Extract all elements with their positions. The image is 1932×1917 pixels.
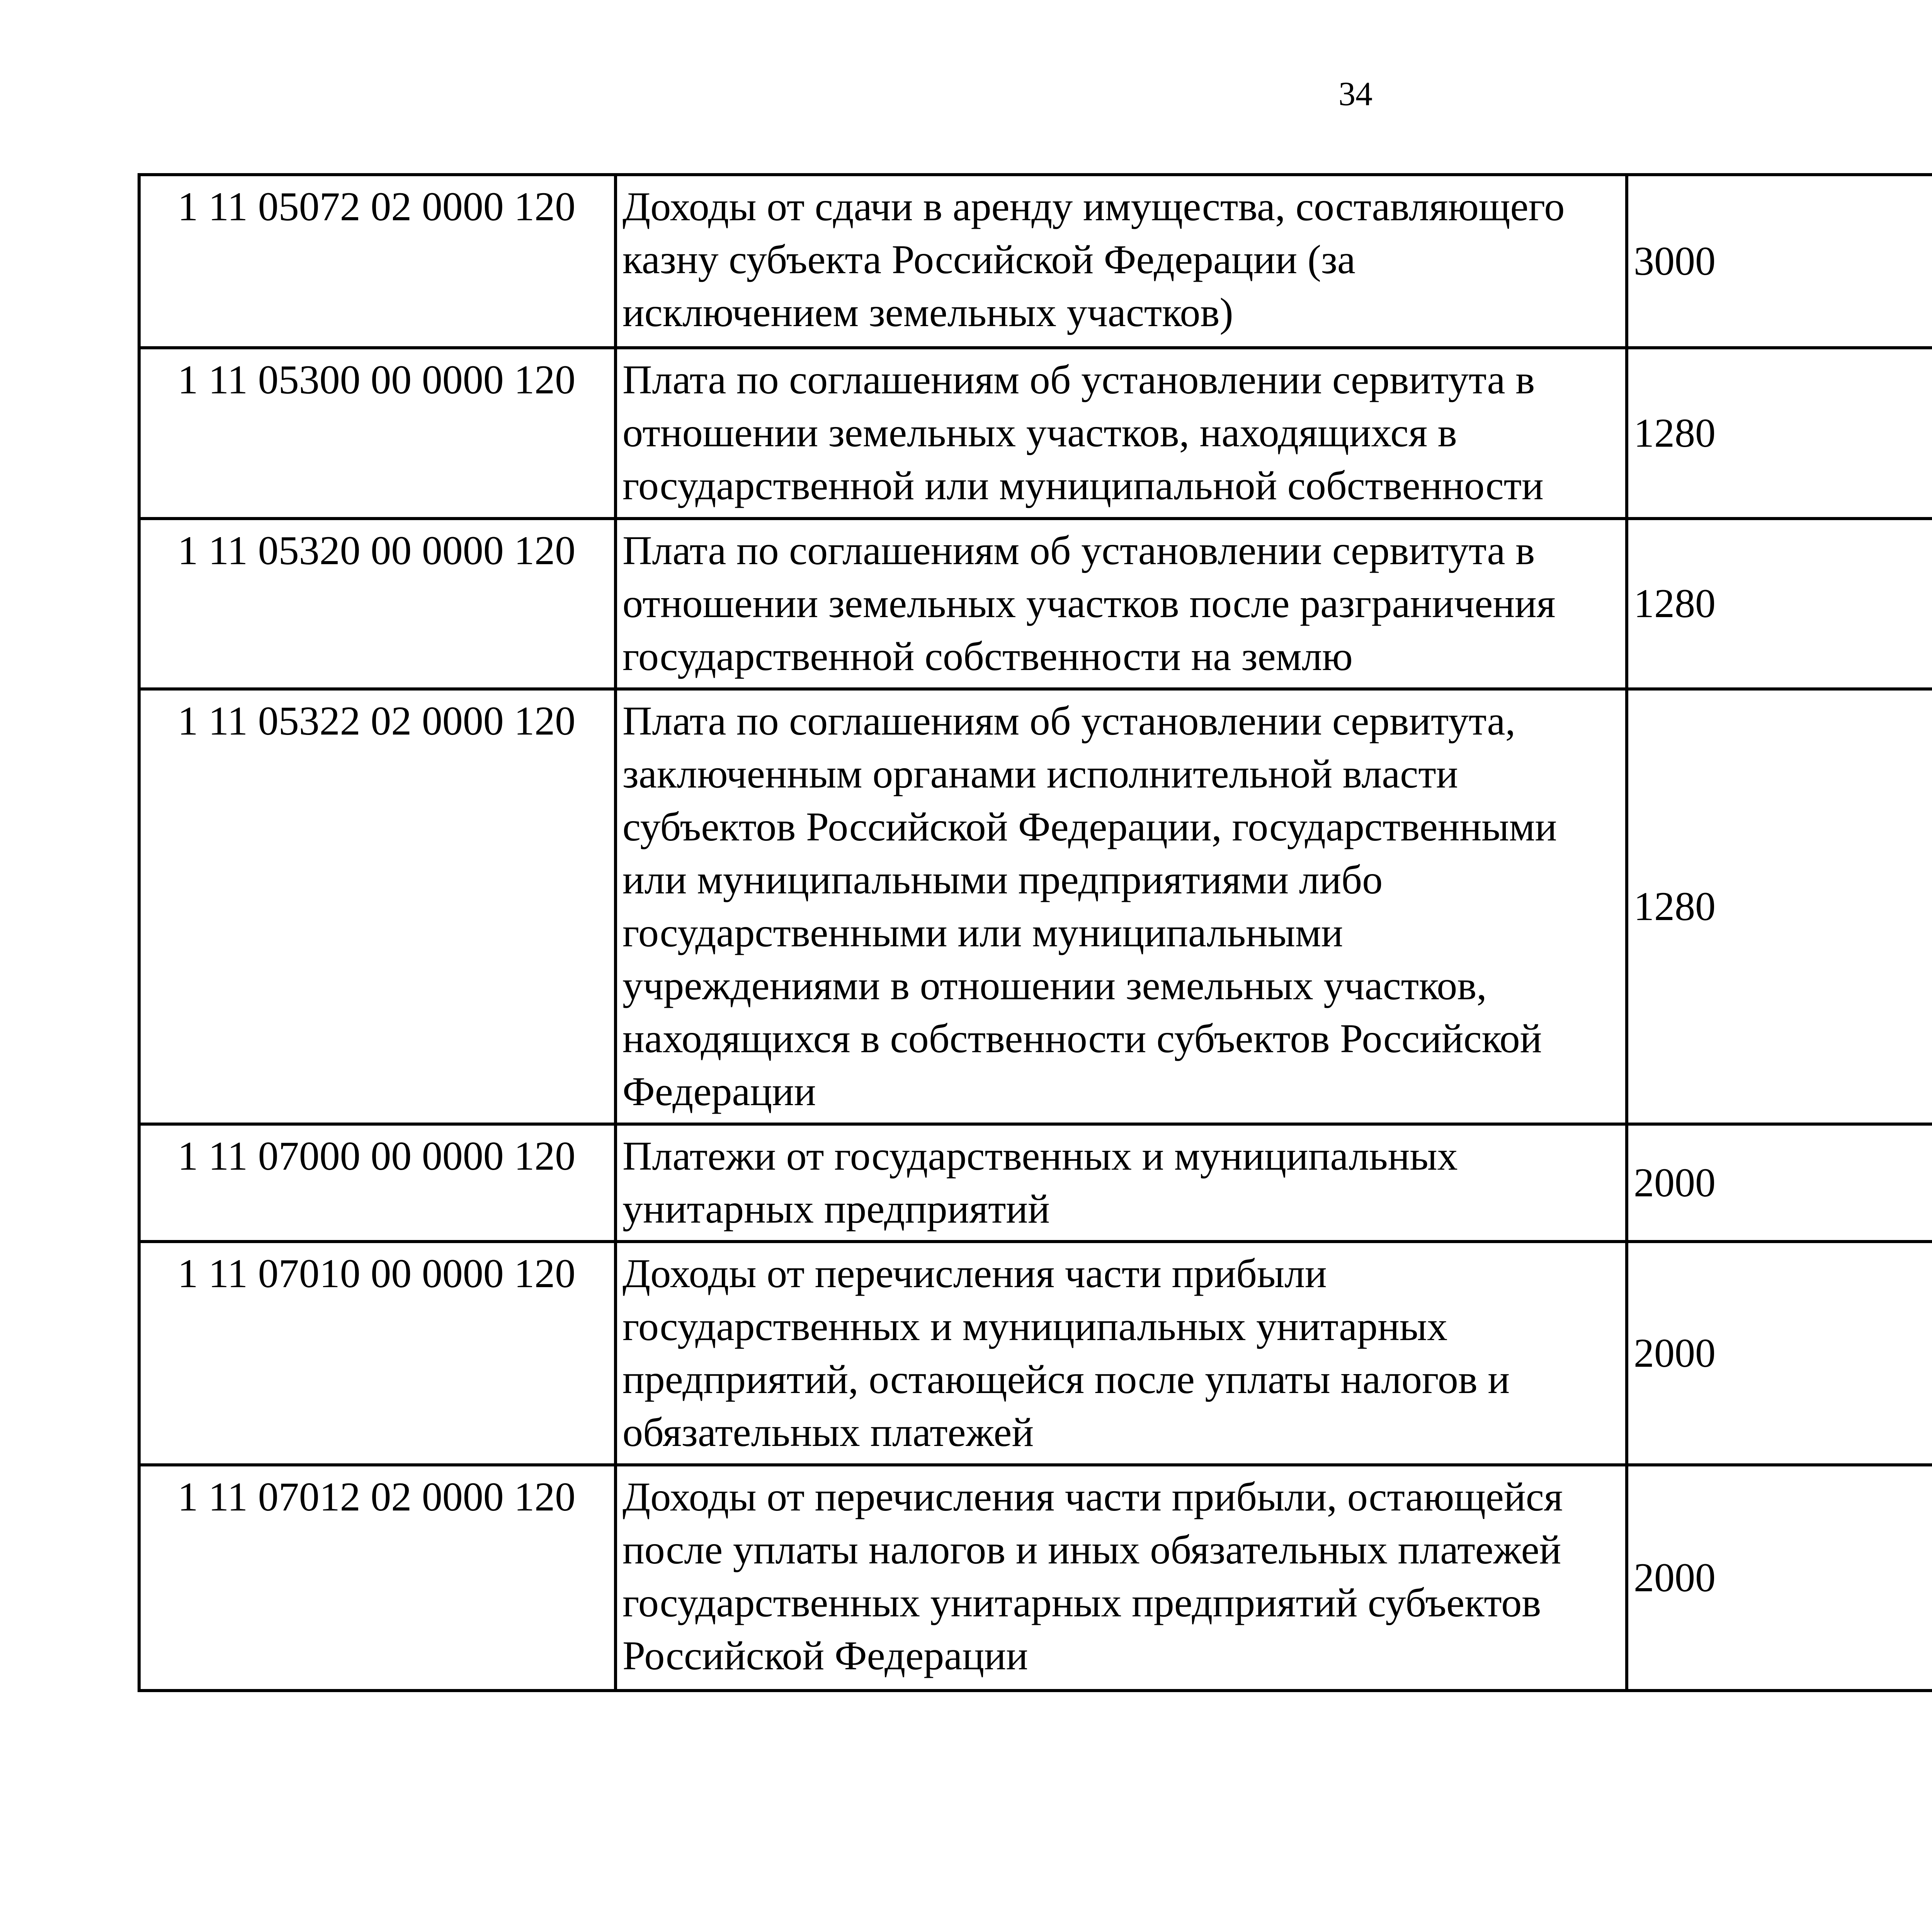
revenue-name-line: казну субъекта Российской Федерации (за [622, 237, 1355, 282]
revenue-name-line: государственной или муниципальной собственности [622, 463, 1544, 508]
amount-year-1-cell: 3000 [1627, 175, 1932, 348]
revenue-code-cell: 1 11 07012 02 0000 120 [139, 1465, 616, 1691]
table-row [139, 1124, 1932, 1242]
amount-year-1-cell: 1280 [1627, 689, 1932, 1124]
revenue-name-line: учреждениями в отношении земельных участков, [622, 963, 1487, 1008]
revenue-name-cell [616, 519, 1627, 689]
table-row [139, 348, 1932, 519]
revenue-name-line: государственных унитарных предприятий субъектов [622, 1580, 1541, 1625]
revenue-code-cell: 1 11 05072 02 0000 120 [139, 175, 616, 348]
revenue-name-line: заключенным органами исполнительной власти [622, 751, 1458, 796]
revenue-code-cell: 1 11 07000 00 0000 120 [139, 1124, 616, 1242]
revenue-name-line: Доходы от сдачи в аренду имущества, составляющего [622, 184, 1565, 229]
amount-year-1-cell: 1280 [1627, 519, 1932, 689]
revenue-name-line: находящихся в собственности субъектов Российской [622, 1016, 1542, 1061]
revenue-code-cell: 1 11 07010 00 0000 120 [139, 1242, 616, 1465]
revenue-name-line: Российской Федерации [622, 1633, 1028, 1678]
revenue-name-line: Доходы от перечисления части прибыли, остающейся [622, 1474, 1563, 1519]
table-row [139, 519, 1932, 689]
revenue-table-body [139, 175, 1932, 1691]
amount-year-1-cell: 2000 [1627, 1465, 1932, 1691]
revenue-name-line: Плата по соглашениям об установлении сервитута в [622, 528, 1535, 573]
amount-year-1-cell: 1280 [1627, 348, 1932, 519]
revenue-name-line: после уплаты налогов и иных обязательных платежей [622, 1527, 1561, 1572]
revenue-name-line: предприятий, остающейся после уплаты налогов и [622, 1357, 1510, 1402]
revenue-name-line: Доходы от перечисления части прибыли [622, 1251, 1327, 1296]
revenue-name-cell [616, 689, 1627, 1124]
revenue-table [138, 173, 1932, 1692]
revenue-name-cell [616, 1124, 1627, 1242]
revenue-name-cell [616, 348, 1627, 519]
revenue-name-cell [616, 175, 1627, 348]
amount-year-1-cell: 2000 [1627, 1242, 1932, 1465]
revenue-name-line: Плата по соглашениям об установлении сервитута в [622, 357, 1535, 402]
page-number: 34 [1338, 75, 1372, 113]
revenue-name-line: государственной собственности на землю [622, 634, 1353, 679]
revenue-name-line: Плата по соглашениям об установлении сервитута, [622, 698, 1516, 743]
revenue-code-cell: 1 11 05300 00 0000 120 [139, 348, 616, 519]
revenue-name-line: субъектов Российской Федерации, государственными [622, 804, 1557, 849]
table-row [139, 175, 1932, 348]
revenue-name-cell [616, 1465, 1627, 1691]
revenue-name-line: отношении земельных участков после разграничения [622, 581, 1556, 626]
revenue-name-line: или муниципальными предприятиями либо [622, 857, 1383, 902]
revenue-name-line: государственных и муниципальных унитарных [622, 1304, 1448, 1349]
amount-year-1-cell: 2000 [1627, 1124, 1932, 1242]
revenue-code-cell: 1 11 05322 02 0000 120 [139, 689, 616, 1124]
revenue-name-line: Федерации [622, 1069, 816, 1114]
revenue-name-line: обязательных платежей [622, 1410, 1034, 1455]
revenue-code-cell: 1 11 05320 00 0000 120 [139, 519, 616, 689]
revenue-name-cell [616, 1242, 1627, 1465]
revenue-name-line: исключением земельных участков) [622, 290, 1233, 335]
revenue-name-line: Платежи от государственных и муниципальных [622, 1133, 1458, 1179]
table-row [139, 1465, 1932, 1691]
revenue-name-line: унитарных предприятий [622, 1186, 1050, 1232]
revenue-name-line: государственными или муниципальными [622, 910, 1343, 955]
revenue-name-line: отношении земельных участков, находящихся в [622, 410, 1457, 455]
table-row [139, 689, 1932, 1124]
table-row [139, 1242, 1932, 1465]
